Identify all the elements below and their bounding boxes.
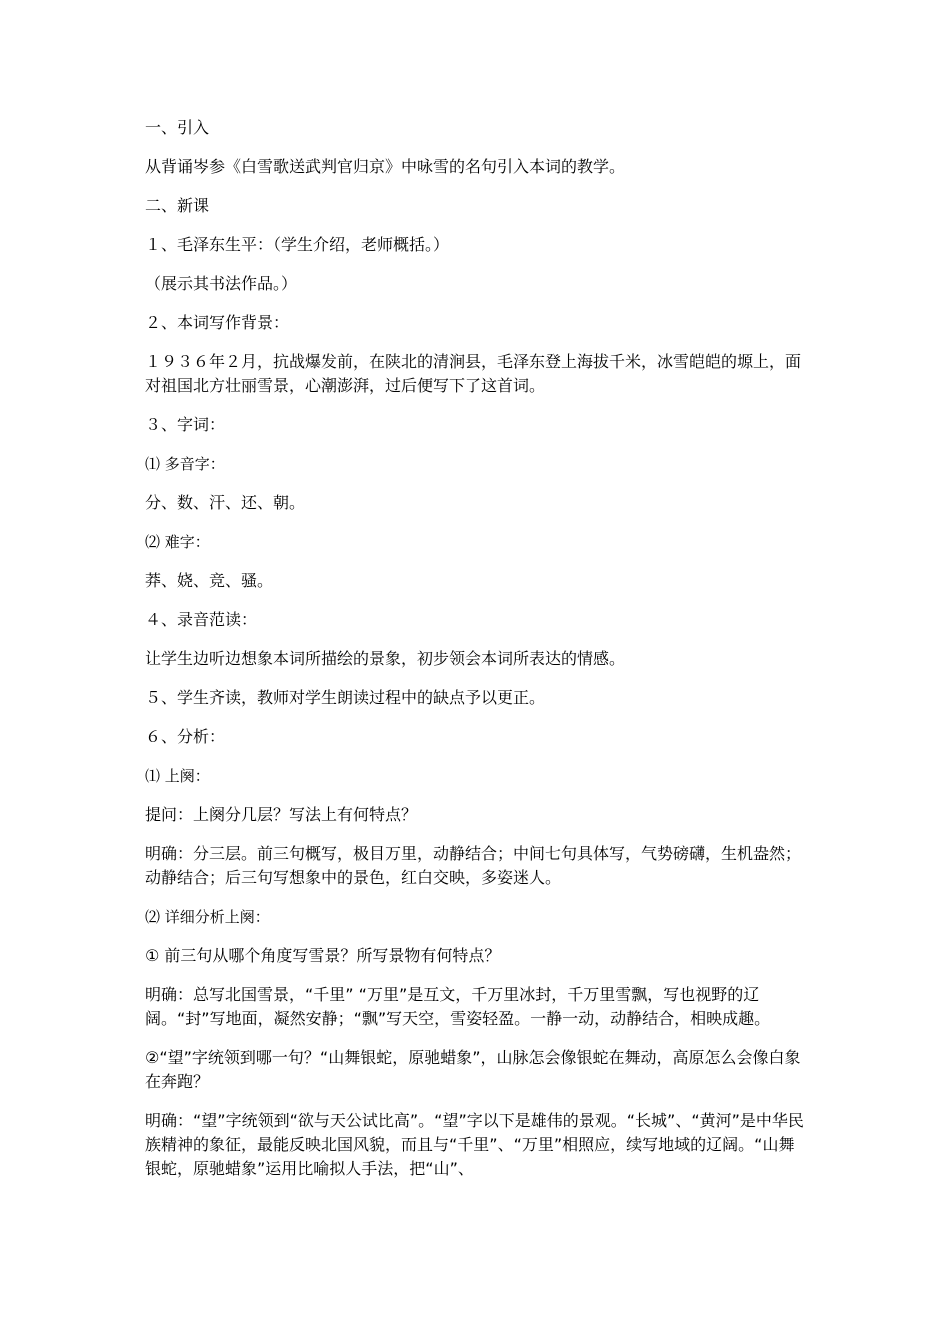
paragraph: 从背诵岑参《白雪歌送武判官归京》中咏雪的名句引入本词的教学。	[145, 157, 626, 176]
document-body	[145, 116, 810, 1196]
item-heading: ５、学生齐读，教师对学生朗读过程中的缺点予以更正。	[145, 688, 546, 707]
item-heading: ６、分析：	[145, 727, 226, 746]
sub-item-heading: ⑵ 详细分析上阕：	[145, 908, 270, 926]
sub-item-heading: ⑵ 难字：	[145, 533, 210, 551]
sub-item-heading: ⑴ 上阕：	[145, 767, 210, 785]
paragraph: （展示其书法作品。）	[145, 274, 298, 293]
paragraph: 明确：分三层。前三句概写，极目万里，动静结合；中间七句具体写，气势磅礴，生机盎然；动静结合；后三句写想象中的景色，红白交映，多姿迷人。	[145, 844, 802, 887]
item-heading: ４、录音范读：	[145, 610, 258, 629]
paragraph: 明确：总写北国雪景，“千里” “万里”是互文，千万里冰封，千万里雪飘，写也视野的辽阔。“封”写地面，凝然安静；“飘”写天空，雪姿轻盈。一静一动，动静结合，相映成趣。	[145, 985, 771, 1028]
paragraph: 提问：上阕分几层？写法上有何特点？	[145, 805, 418, 824]
item-heading: ２、本词写作背景：	[145, 313, 290, 332]
paragraph: 让学生边听边想象本词所描绘的景象，初步领会本词所表达的情感。	[145, 649, 626, 668]
paragraph: １９３６年２月，抗战爆发前，在陕北的清涧县，毛泽东登上海拔千米，冰雪皑皑的塬上，面对祖国北方壮丽雪景，心潮澎湃，过后便写下了这首词。	[145, 352, 802, 395]
paragraph: ① 前三句从哪个角度写雪景？所写景物有何特点？	[145, 946, 501, 965]
sub-item-heading: ⑴ 多音字：	[145, 455, 225, 473]
paragraph: 明确：“望”字统领到“欲与天公试比高”。“望”字以下是雄伟的景观。“长城”、“黄河”是中华民族精神的象征，最能反映北国风貌，而且与“千里”、“万里”相照应，续写地域的辽阔。“山舞银蛇，原驰蜡象”运用比喻拟人手法，把“山”、	[145, 1111, 804, 1178]
item-heading: １、毛泽东生平：（学生介绍，老师概括。）	[145, 235, 450, 254]
section-heading-new-lesson: 二、新课	[145, 196, 210, 215]
paragraph: ②“望”字统领到哪一句？“山舞银蛇，原驰蜡象”，山脉怎会像银蛇在舞动，高原怎么会像白象在奔跑？	[145, 1048, 801, 1091]
section-heading-intro: 一、引入	[145, 118, 210, 137]
item-heading: ３、字词：	[145, 415, 226, 434]
paragraph: 莽、娆、竞、骚。	[145, 571, 274, 590]
paragraph: 分、数、汗、还、朝。	[145, 493, 306, 512]
